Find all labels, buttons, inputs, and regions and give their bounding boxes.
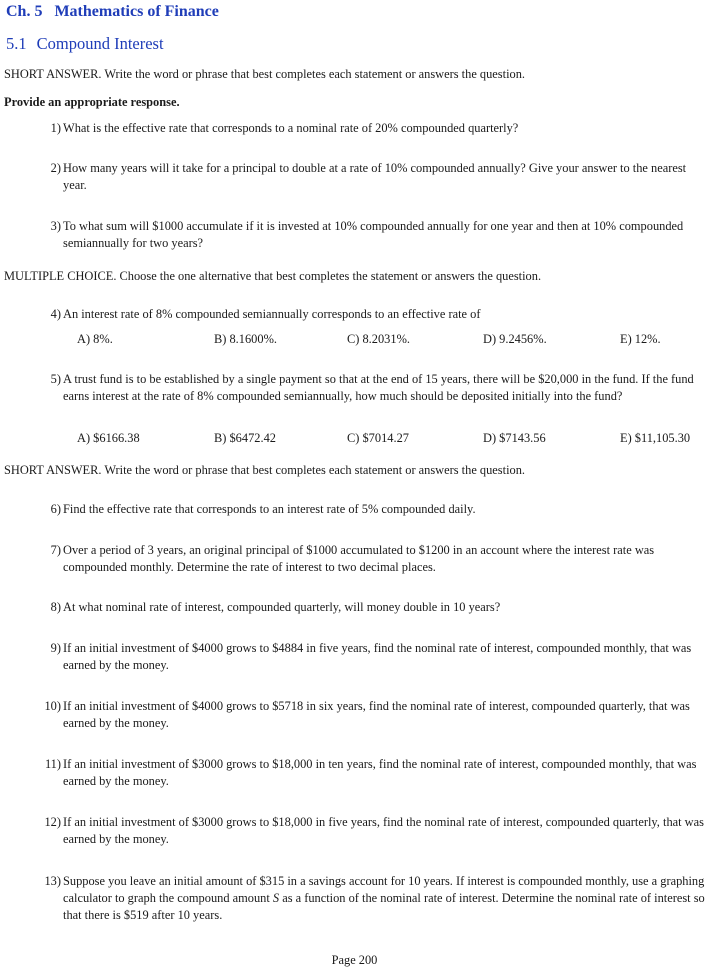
choice-d: D) $7143.56 [483,431,546,445]
chapter-number: Ch. 5 [6,3,43,20]
variable-s: S [272,891,280,905]
provide-response-heading: Provide an appropriate response. [4,95,180,109]
question-text: An interest rate of 8% compounded semiannually corresponds to an effective rate of [63,307,481,321]
question-number: 9) [50,641,61,655]
short-answer-instruction-2: SHORT ANSWER. Write the word or phrase that best completes each statement or answers the question. [4,463,525,477]
question-number: 13) [44,874,61,888]
question-1 [40,120,705,137]
question-text: If an initial investment of $4000 grows to $5718 in six years, find the nominal rate of interest, compounded quarterly, that was earned by the money. [63,699,690,730]
question-number: 4) [50,307,61,321]
question-9 [40,640,705,674]
question-8 [40,599,705,616]
choice-b: B) 8.1600%. [214,332,277,346]
question-10 [40,698,705,732]
question-11 [40,756,705,790]
choice-b: B) $6472.42 [214,431,276,445]
section-number: 5.1 [6,34,27,53]
question-text: If an initial investment of $3000 grows to $18,000 in five years, find the nominal rate of interest, compounded quarterly, that was earned by the money. [63,815,704,846]
choice-e: E) $11,105.30 [620,431,691,445]
question-number: 2) [50,161,61,175]
question-text: A trust fund is to be established by a single payment so that at the end of 15 years, there will be $20,000 in the fund. If the fund earns interest at the rate of 8% compounded semiannually, how much should be deposited initially into the fund? [63,372,694,403]
question-number: 8) [50,600,61,614]
question-number: 10) [44,699,61,713]
question-text: What is the effective rate that corresponds to a nominal rate of 20% compounded quarterly? [63,121,519,135]
question-number: 3) [50,219,61,233]
short-answer-instruction: SHORT ANSWER. Write the word or phrase that best completes each statement or answers the question. [4,67,525,81]
question-5 [40,371,705,405]
question-7 [40,542,705,576]
section-heading [6,34,164,54]
choice-a: A) $6166.38 [77,431,140,445]
question-13 [40,873,705,924]
question-number: 12) [44,815,61,829]
question-4 [40,306,705,323]
question-text: To what sum will $1000 accumulate if it is invested at 10% compounded annually for one year and then at 10% compounded semiannually for two years? [63,219,684,250]
question-3 [40,218,705,252]
question-number: 6) [50,502,61,516]
question-text: Over a period of 3 years, an original principal of $1000 accumulated to $1200 in an account where the interest rate was compounded monthly. Determine the rate of interest to two decimal places. [63,543,655,574]
choice-e: E) 12%. [620,332,661,346]
question-text: Find the effective rate that corresponds to an interest rate of 5% compounded daily. [63,502,476,516]
section-title: Compound Interest [36,34,164,53]
question-6 [40,501,705,518]
choice-c: C) 8.2031%. [347,332,410,346]
choice-a: A) 8%. [77,332,113,346]
question-number: 1) [50,121,61,135]
choice-d: D) 9.2456%. [483,332,547,346]
question-number: 7) [50,543,61,557]
question-2 [40,160,705,194]
question-text: How many years will it take for a principal to double at a rate of 10% compounded annually? Give your answer to the nearest year. [63,161,687,192]
question-text: If an initial investment of $3000 grows to $18,000 in ten years, find the nominal rate of interest, compounded monthly, that was earned by the money. [63,757,697,788]
chapter-heading [6,2,219,22]
question-12 [40,814,705,848]
chapter-title: Mathematics of Finance [54,3,219,20]
multiple-choice-instruction: MULTIPLE CHOICE. Choose the one alternative that best completes the statement or answers the question. [4,269,542,283]
page-number: Page 200 [331,953,378,967]
question-number: 11) [44,757,61,771]
question-text: If an initial investment of $4000 grows to $4884 in five years, find the nominal rate of interest, compounded monthly, that was earned by the money. [63,641,692,672]
choice-c: C) $7014.27 [347,431,409,445]
question-text: At what nominal rate of interest, compounded quarterly, will money double in 10 years? [63,600,501,614]
question-text: Suppose you leave an initial amount of $315 in a savings account for 10 years. If interest is compounded monthly, use a graphing calculator to graph the compound amount S as a function of the nominal rate of interest. Determine the nominal rate of interest so that there is $519 after 10 years. [63,874,705,922]
question-number: 5) [50,372,61,386]
